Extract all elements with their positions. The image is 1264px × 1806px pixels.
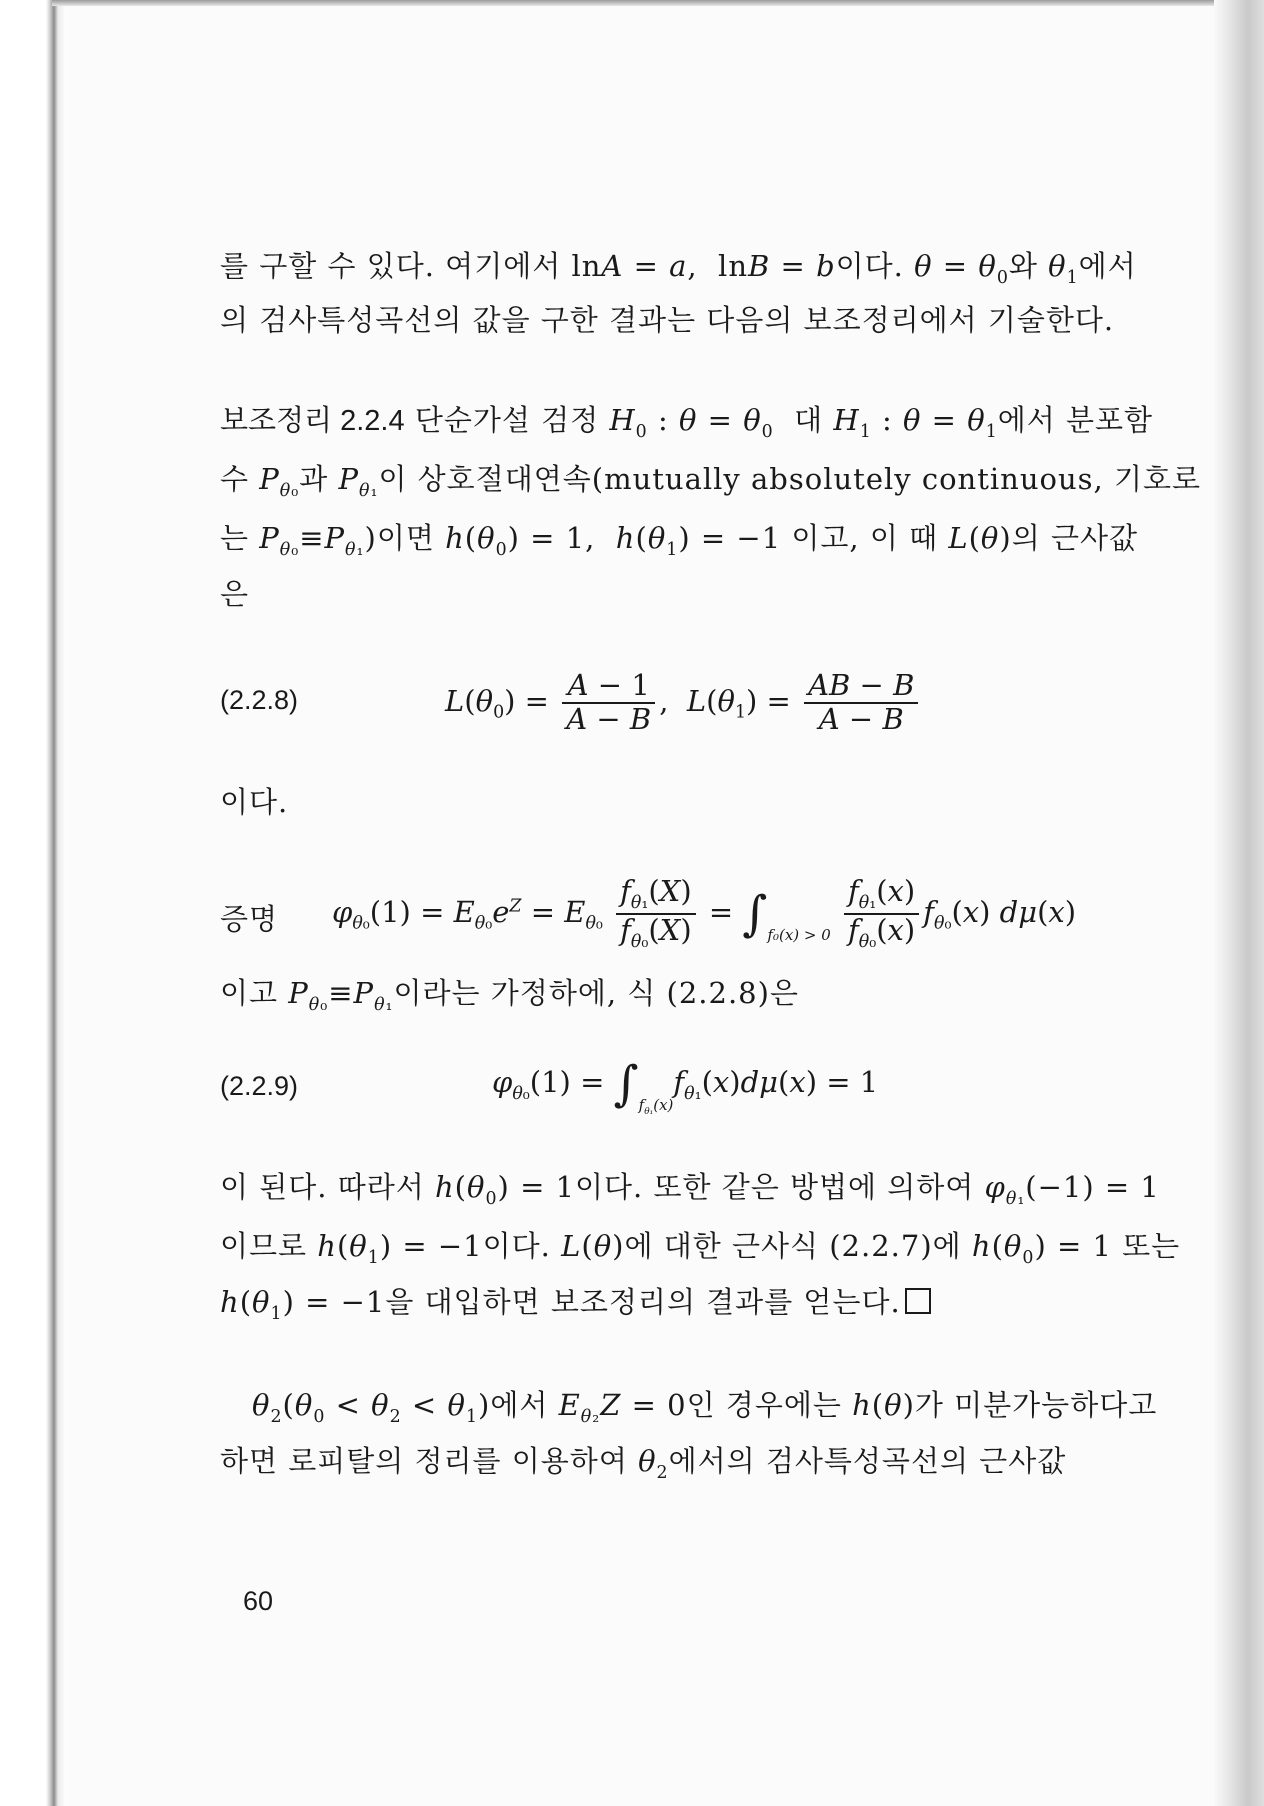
lemma-line-3: 는 $P_{\theta_0}\equiv P_{\theta_1}$)이면 $h(\theta_0) = 1$, $h(\theta_1) = -1$ 이고, 이 때 L(θ)의 근사값	[220, 521, 1138, 560]
lemma-line-1: 보조정리 2.2.4 단순가설 검정 $H_0$ : $\theta = \theta_0$ 대 $H_1$ : $\theta = \theta_1$에서 분포함	[220, 403, 1154, 442]
text: 에서	[490, 1388, 559, 1422]
proof-equation: $\varphi_{\theta_0}(1) = E_{\theta_0}e^Z = E_{\theta_0}$ $\frac{f_{\theta_1}(X)}{f_{\theta_0}(X)}$ = $\int_{f_0(x) > 0}$ $\frac{f_{\theta_1}(x)}{f_{\theta_0}(x)}$ $f_{\theta_0}(x)$ dμ(x)	[332, 874, 1077, 952]
equation-number-2-2-8: (2.2.8)	[220, 685, 299, 715]
text: 또는	[1111, 1229, 1181, 1263]
text: 이다.	[835, 249, 915, 283]
proof-line-2: 이고 $P_{\theta_0}\equiv P_{\theta_1}$이라는 가정하에, 식 (2.2.8)은	[220, 976, 799, 1015]
text: 하면 로피탈의 정리를 이용하여	[220, 1444, 639, 1478]
book-binding-edge	[0, 0, 66, 1806]
text: 을 대입하면 보조정리의 결과를 얻는다.	[385, 1285, 901, 1319]
text: 이다. 또한 같은 방법에 의하여	[575, 1170, 985, 1204]
text: 과	[299, 462, 339, 496]
text: 인 경우에는	[686, 1388, 853, 1422]
equation-2-2-8: $L(\theta_0)$ = $\frac{A - 1}{A - B}$ , $L(\theta_1)$ = $\frac{AB - B}{A - B}$	[445, 670, 922, 736]
text: 이다.	[482, 1229, 562, 1263]
text: 에 대한 근사식 (2.2.7)에	[624, 1229, 972, 1263]
text-line-1: 를 구할 수 있다. 여기에서 lnA = a, lnB = b이다. $\theta = \theta_0$와 $\theta_1$에서	[220, 249, 1137, 288]
lemma-line-4: 은	[220, 577, 250, 611]
text: 대	[794, 403, 834, 437]
text: 이고, 이 때	[781, 521, 949, 555]
equation-2-2-9: $\varphi_{\theta_0}(1) = \int_{f_{\theta_1}(x)}f_{\theta_1}(x)d\mu(x) = 1$	[492, 1056, 879, 1117]
text-line-2: 의 검사특성곡선의 값을 구한 결과는 다음의 보조정리에서 기술한다.	[220, 303, 1115, 337]
conclusion-line-1: 이 된다. 따라서 $h(\theta_0) = 1$이다. 또한 같은 방법에 의하여 $\varphi_{\theta_1}(-1) = 1$	[220, 1170, 1160, 1209]
equation-number-2-2-9: (2.2.9)	[220, 1071, 299, 1101]
text: 를 구할 수 있다. 여기에서	[220, 249, 572, 283]
text-after-2-2-8: 이다.	[220, 785, 289, 819]
qed-box-icon	[905, 1288, 931, 1314]
page-right-edge	[1214, 0, 1264, 1806]
proof-label: 증명	[220, 902, 279, 936]
lemma-line-2: 수 $P_{\theta_0}$과 $P_{\theta_1}$이 상호절대연속(mutually absolutely continuous, 기호로	[220, 462, 1202, 501]
final-line-1: $\theta_2(\theta_0 < \theta_2 < \theta_1)$에서 $E_{\theta_2}Z = 0$인 경우에는 h(θ)가 미분가능하다고	[252, 1388, 1158, 1427]
page-number: 60	[243, 1586, 274, 1616]
text: 수	[220, 462, 260, 496]
text: 단순가설 검정	[404, 403, 610, 437]
text: 의 근사값	[1011, 521, 1138, 555]
text: )이면	[364, 521, 446, 555]
text: 이 된다. 따라서	[220, 1170, 435, 1204]
text: 에서 분포함	[997, 403, 1154, 437]
conclusion-line-3: $h(\theta_1) = -1$을 대입하면 보조정리의 결과를 얻는다.	[220, 1280, 931, 1324]
final-line-2: 하면 로피탈의 정리를 이용하여 $\theta_2$에서의 검사특성곡선의 근사값	[220, 1444, 1067, 1483]
lemma-label: 보조정리 2.2.4	[220, 405, 405, 437]
text: 이고	[220, 976, 289, 1010]
text: 가 미분가능하다고	[914, 1388, 1158, 1422]
text: 는	[220, 521, 260, 555]
text: 이라는 가정하에, 식 (2.2.8)은	[393, 976, 799, 1010]
conclusion-line-2: 이므로 $h(\theta_1) = -1$이다. L(θ)에 대한 근사식 (2.2.7)에 $h(\theta_0) = 1$ 또는	[220, 1229, 1181, 1268]
text: 에서	[1078, 249, 1137, 283]
text: 이 상호절대연속(mutually absolutely continuous, 기호로	[378, 462, 1202, 496]
text: 이므로	[220, 1229, 318, 1263]
text: 에서의 검사특성곡선의 근사값	[668, 1444, 1067, 1478]
